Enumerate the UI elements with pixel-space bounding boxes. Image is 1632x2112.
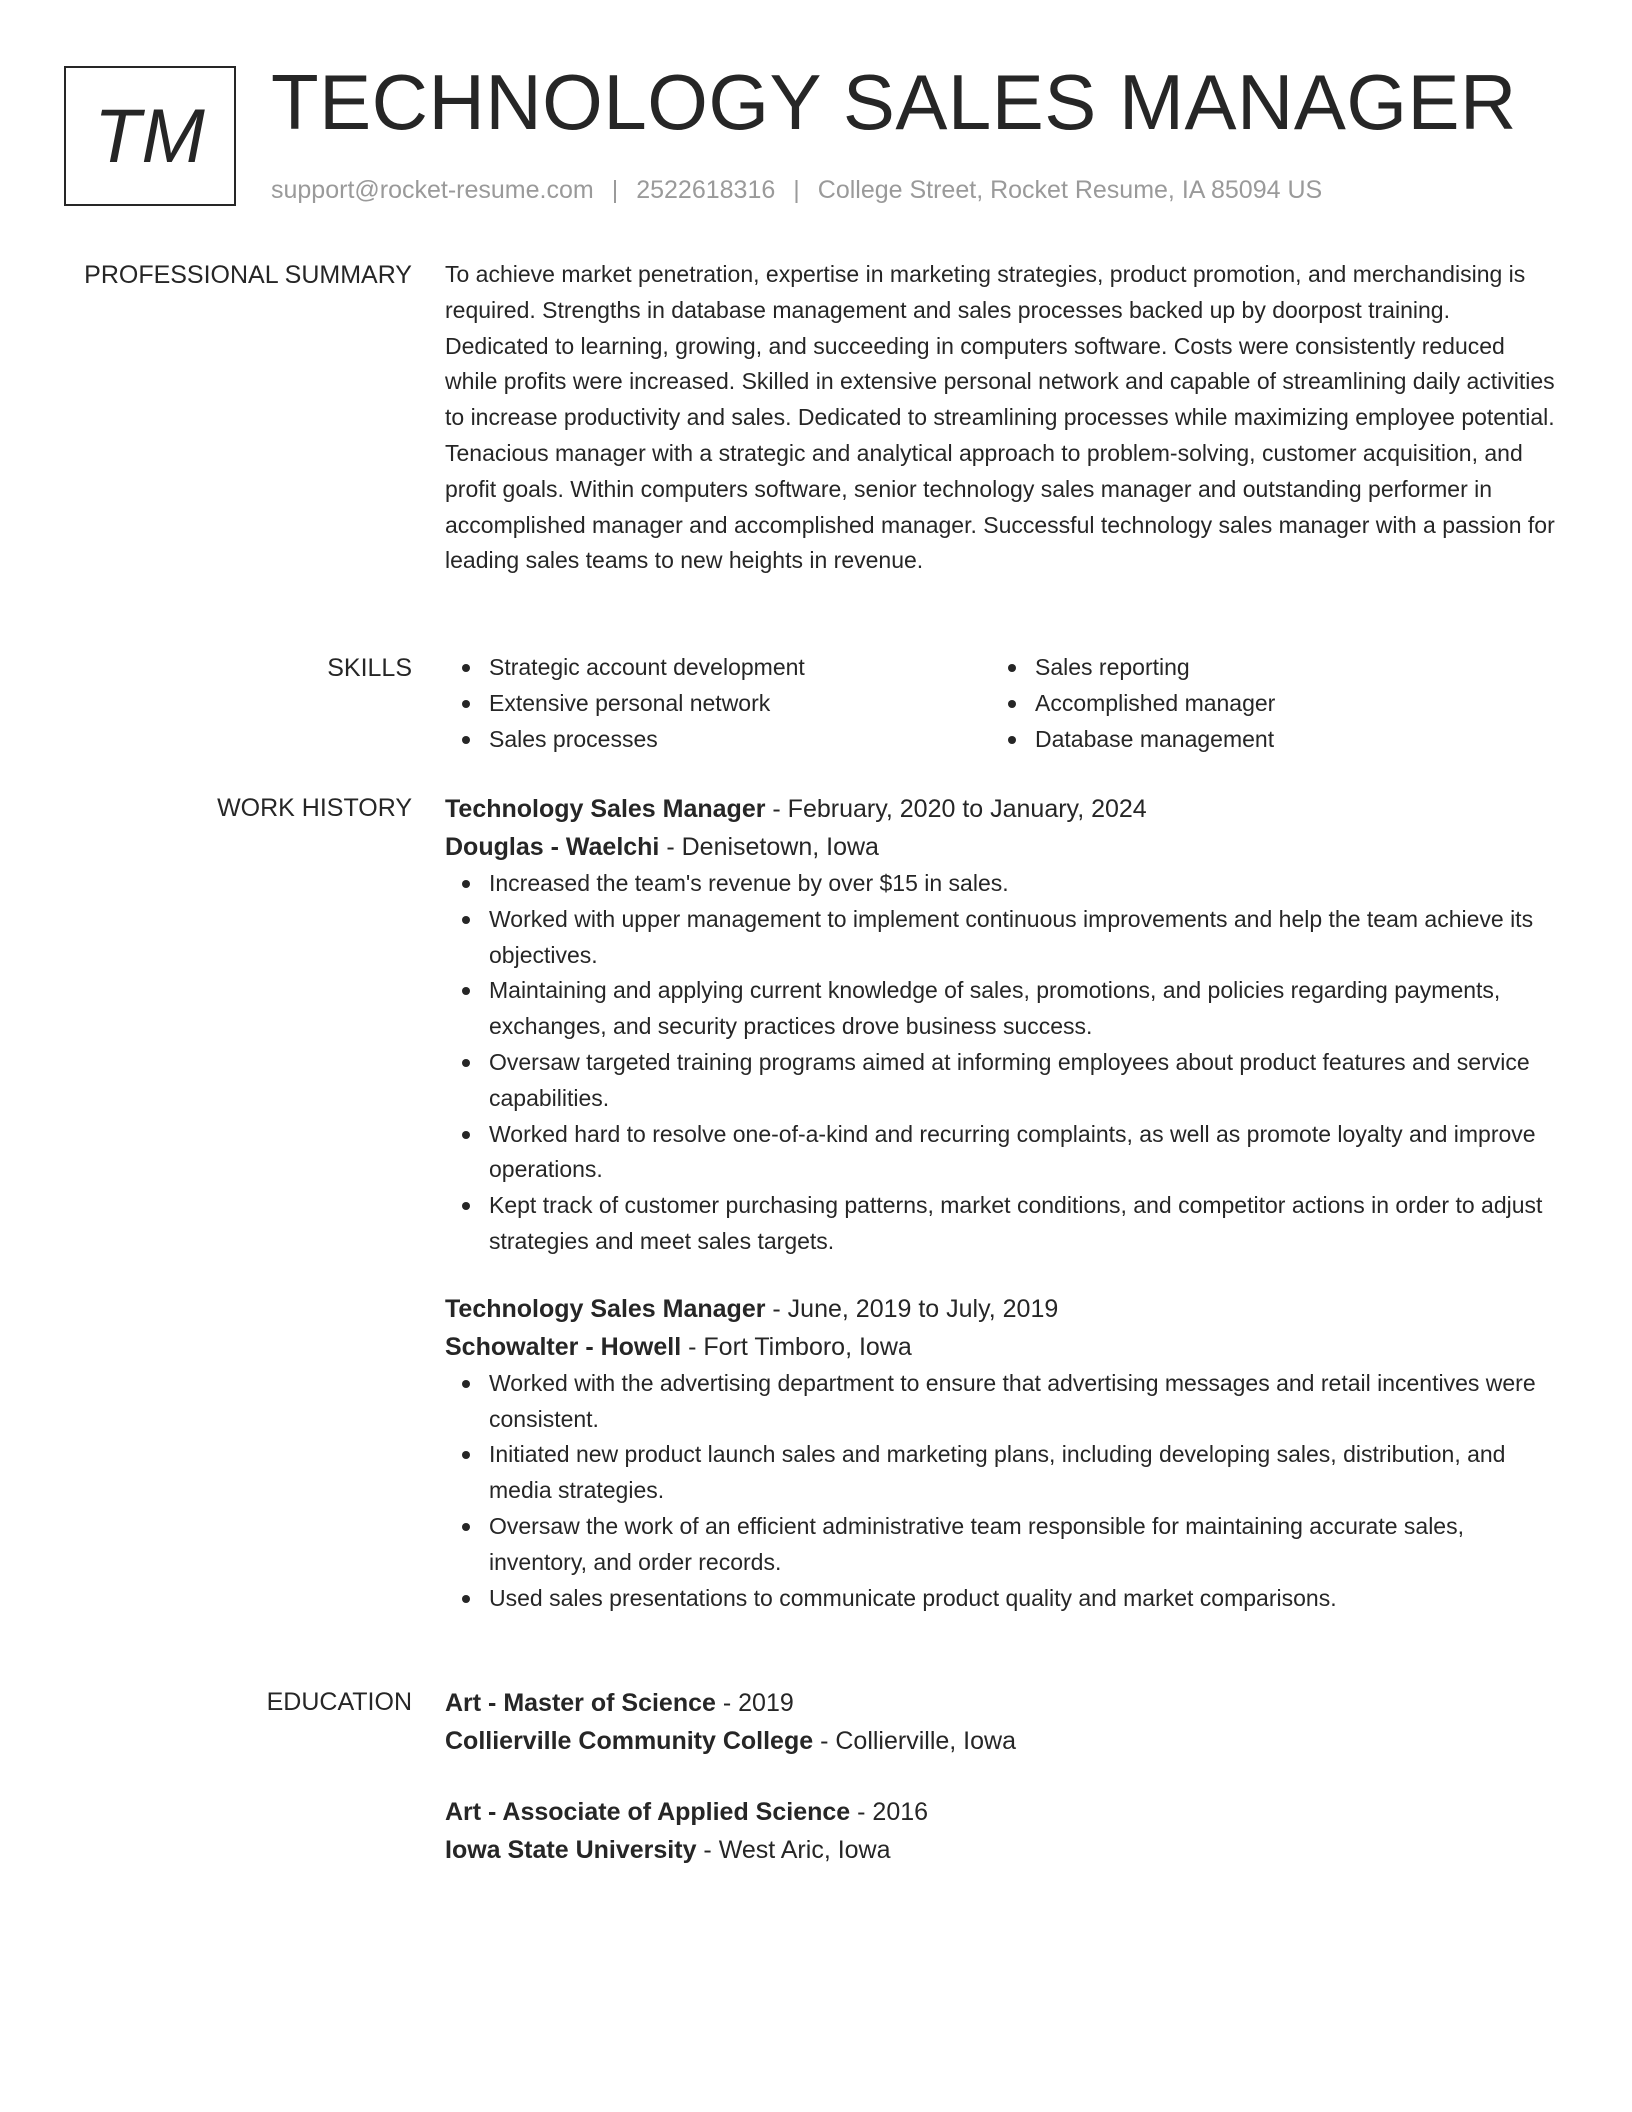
job-company-line	[445, 828, 1559, 866]
job-bullet: Increased the team's revenue by over $15 in sales.	[489, 866, 1559, 902]
monogram-badge	[64, 66, 236, 206]
candidate-title: TECHNOLOGY SALES MANAGER	[271, 58, 1517, 146]
skill-item: Database management	[1035, 722, 1537, 758]
monogram-text: TM	[94, 93, 206, 179]
section-label-skills: SKILLS	[327, 654, 412, 682]
contact-phone[interactable]: 2522618316	[636, 176, 776, 204]
job-location: - Fort Timboro, Iowa	[681, 1332, 912, 1361]
education-degree: Art - Associate of Applied Science	[445, 1798, 851, 1826]
section-label-summary: PROFESSIONAL SUMMARY	[84, 261, 412, 289]
education-school-line	[445, 1722, 1559, 1760]
contact-address: College Street, Rocket Resume, IA 85094 US	[817, 176, 1323, 204]
job-bullet: Used sales presentations to communicate product quality and market comparisons.	[489, 1581, 1559, 1617]
work-body	[445, 790, 1559, 1616]
education-location: - West Aric, Iowa	[696, 1836, 891, 1864]
job-title-line	[445, 1290, 1559, 1328]
job-bullet: Worked hard to resolve one-of-a-kind and recurring complaints, as well as promote loyalty and improve operations.	[489, 1117, 1559, 1189]
education-degree-line	[445, 1684, 1559, 1722]
skill-item: Sales processes	[489, 722, 991, 758]
job-bullet: Worked with upper management to implement continuous improvements and help the team achieve its objectives.	[489, 902, 1559, 974]
job-bullet: Oversaw targeted training programs aimed at informing employees about product features and service capabilities.	[489, 1045, 1559, 1117]
job-company: Douglas - Waelchi	[445, 833, 660, 861]
job-title: Technology Sales Manager	[445, 1294, 766, 1323]
job-bullet: Maintaining and applying current knowledge of sales, promotions, and policies regarding payments, exchanges, and security practices drove business success.	[489, 973, 1559, 1045]
education-year: - 2016	[850, 1798, 929, 1826]
education-body	[445, 1684, 1559, 1869]
skills-list-right	[991, 650, 1537, 757]
job-bullet: Kept track of customer purchasing patterns, market conditions, and competitor actions in order to adjust strategies and meet sales targets.	[489, 1188, 1559, 1260]
education-location: - Collierville, Iowa	[813, 1727, 1016, 1755]
education-school: Collierville Community College	[445, 1727, 814, 1755]
education-degree-line	[445, 1793, 1559, 1831]
job-company-line	[445, 1328, 1559, 1366]
education-entry	[445, 1684, 1559, 1760]
job-bullet: Worked with the advertising department to ensure that advertising messages and retail incentives were consistent.	[489, 1366, 1559, 1438]
job-bullet: Oversaw the work of an efficient administrative team responsible for maintaining accurate sales, inventory, and order records.	[489, 1509, 1559, 1581]
skill-item: Extensive personal network	[489, 686, 991, 722]
job-bullets	[445, 866, 1559, 1260]
job-bullets	[445, 1366, 1559, 1617]
skill-item: Accomplished manager	[1035, 686, 1537, 722]
education-entry	[445, 1793, 1559, 1869]
job-dates: - February, 2020 to January, 2024	[765, 795, 1147, 823]
job-bullet: Initiated new product launch sales and marketing plans, including developing sales, distribution, and media strategies.	[489, 1437, 1559, 1509]
section-label-work: WORK HISTORY	[217, 794, 412, 822]
job-company: Schowalter - Howell	[445, 1332, 682, 1361]
skill-item: Strategic account development	[489, 650, 991, 686]
education-school: Iowa State University	[445, 1836, 697, 1864]
job-entry	[445, 790, 1559, 1260]
job-title-line	[445, 790, 1559, 828]
job-location: - Denisetown, Iowa	[659, 833, 879, 861]
section-label-education: EDUCATION	[266, 1688, 412, 1716]
contact-separator: |	[611, 176, 619, 204]
skills-body	[445, 650, 1559, 757]
contact-line	[271, 172, 1322, 208]
contact-email[interactable]: support@rocket-resume.com	[271, 176, 594, 204]
education-degree: Art - Master of Science	[445, 1689, 716, 1717]
education-school-line	[445, 1831, 1559, 1869]
summary-text: To achieve market penetration, expertise in marketing strategies, product promotion, and merchandising is required. Strengths in database management and sales processes backed up by doorpost training. Dedicated to learning, growing, and succeeding in computers software. Costs were consistently reduced while profits were increased. Skilled in extensive personal network and capable of streamlining daily activities to increase productivity and sales. Dedicated to streamlining processes while maximizing employee potential. Tenacious manager with a strategic and analytical approach to problem-solving, customer acquisition, and profit goals. Within computers software, senior technology sales manager and outstanding performer in accomplished manager and accomplished manager. Successful technology sales manager with a passion for leading sales teams to new heights in revenue.	[445, 261, 1555, 574]
contact-separator: |	[793, 176, 800, 204]
skill-item: Sales reporting	[1035, 650, 1537, 686]
job-dates: - June, 2019 to July, 2019	[765, 1294, 1059, 1323]
summary-body	[445, 257, 1559, 579]
job-title: Technology Sales Manager	[445, 795, 766, 823]
skills-grid	[445, 650, 1559, 757]
job-entry	[445, 1290, 1559, 1617]
education-year: - 2019	[715, 1689, 794, 1717]
skills-list-left	[445, 650, 991, 757]
